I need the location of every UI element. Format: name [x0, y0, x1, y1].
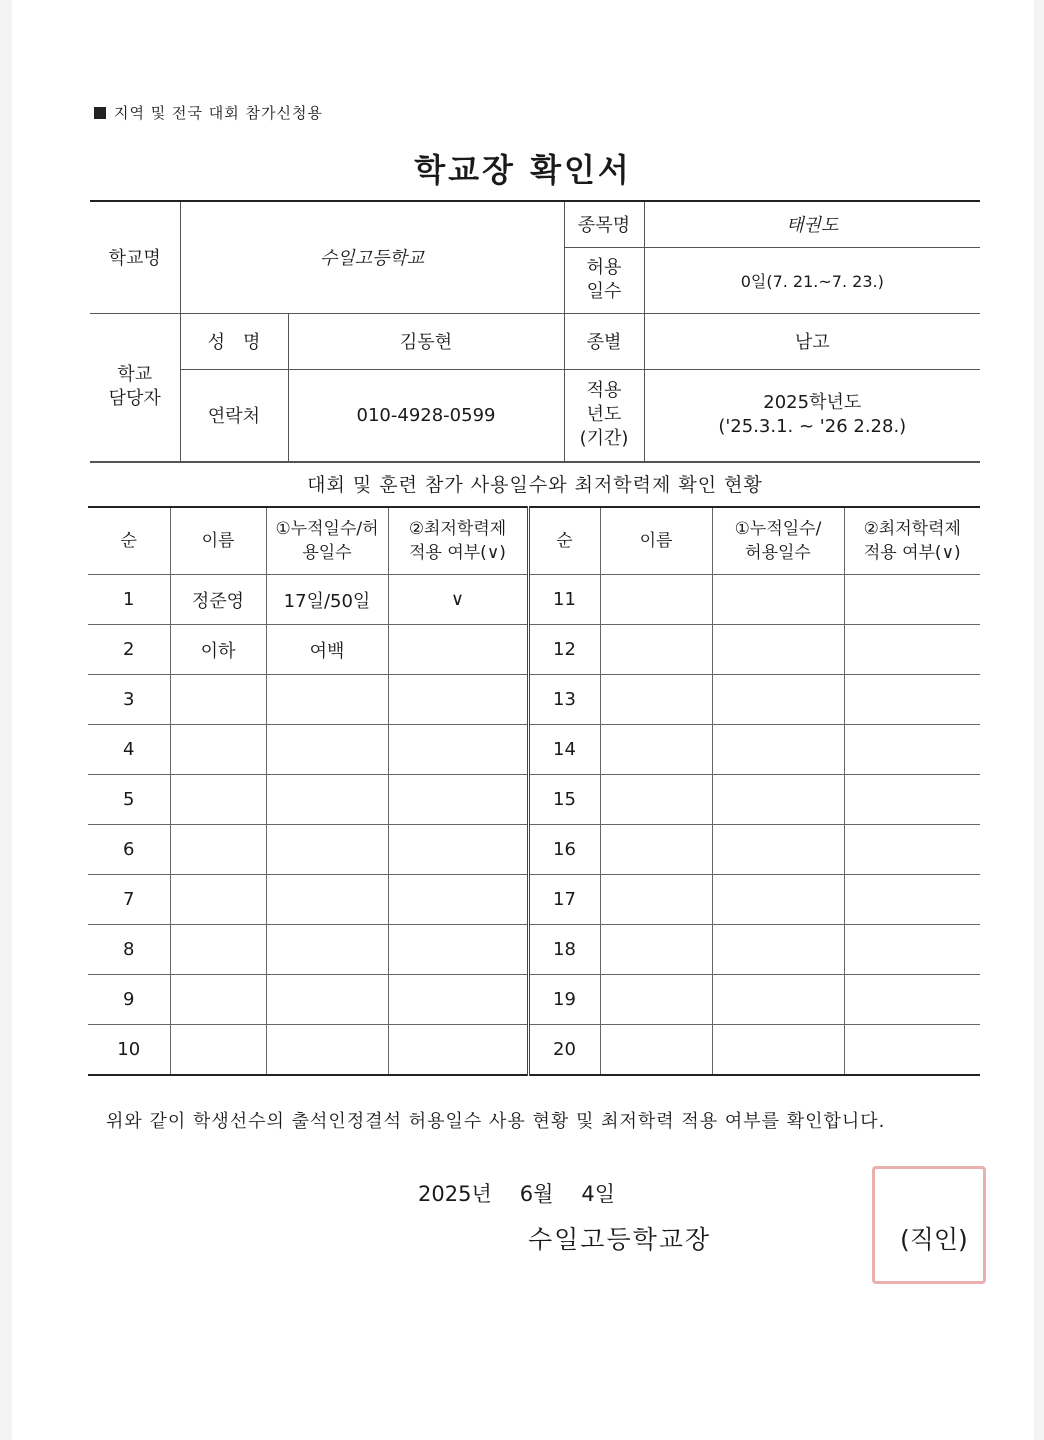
document-page — [12, 0, 1034, 1440]
confirm-text: 위와 같이 학생선수의 출석인정결석 허용일수 사용 현황 및 최저학력 적용 여부를 확인합니다. — [106, 1111, 886, 1132]
issue-date — [418, 1178, 643, 1208]
cell-min-left: ∨ — [388, 575, 528, 625]
table-row — [88, 875, 980, 925]
cell-no-right: 11 — [528, 575, 600, 625]
cell-no-left: 3 — [88, 675, 170, 725]
cell-days-right — [712, 575, 844, 625]
header-name-right: 이름 — [600, 507, 712, 575]
cell-name-left — [170, 975, 266, 1025]
cell-min-left — [388, 1025, 528, 1076]
cell-no-right: 14 — [528, 725, 600, 775]
allowed-days-value: 0일(7. 21.~7. 23.) — [644, 247, 980, 313]
date-day: 4일 — [581, 1182, 616, 1206]
school-name-value: 수일고등학교 — [180, 201, 564, 313]
table-row — [88, 975, 980, 1025]
page-title: 학교장 확인서 — [414, 151, 632, 189]
sport-label: 종목명 — [564, 201, 644, 247]
cell-days-right — [712, 925, 844, 975]
category-text: 지역 및 전국 대회 참가신청용 — [114, 104, 323, 122]
cell-min-right — [844, 775, 980, 825]
cell-days-right — [712, 975, 844, 1025]
cell-no-right: 20 — [528, 1025, 600, 1076]
apply-period-value: ('25.3.1. ~ '26 2.28.) — [718, 416, 907, 437]
type-label: 종별 — [564, 313, 644, 369]
cell-min-right — [844, 575, 980, 625]
status-table — [88, 506, 980, 1076]
cell-min-left — [388, 775, 528, 825]
apply-year-label: 적용 년도 (기간) — [564, 369, 644, 461]
cell-name-right — [600, 575, 712, 625]
table-row — [88, 675, 980, 725]
cell-min-left — [388, 975, 528, 1025]
name-value: 김동현 — [288, 313, 564, 369]
category-line — [94, 102, 323, 123]
header-name-left: 이름 — [170, 507, 266, 575]
status-title: 대회 및 훈련 참가 사용일수와 최저학력제 확인 현황 — [90, 462, 980, 507]
table-row — [88, 925, 980, 975]
cell-name-right — [600, 675, 712, 725]
header-min-right: ②최저학력제 적용 여부(∨) — [844, 507, 980, 575]
contact-label: 연락처 — [180, 369, 288, 461]
cell-days-left: 17일/50일 — [266, 575, 388, 625]
header-days-right: ①누적일수/ 허용일수 — [712, 507, 844, 575]
apply-year-value: 2025학년도 — [763, 392, 862, 413]
cell-days-left — [266, 875, 388, 925]
cell-days-left — [266, 925, 388, 975]
cell-no-right: 13 — [528, 675, 600, 725]
header-no-right: 순 — [528, 507, 600, 575]
header-days-left: ①누적일수/허 용일수 — [266, 507, 388, 575]
cell-days-left: 여백 — [266, 625, 388, 675]
cell-min-right — [844, 625, 980, 675]
cell-min-left — [388, 875, 528, 925]
cell-min-right — [844, 725, 980, 775]
cell-no-right: 18 — [528, 925, 600, 975]
cell-days-left — [266, 775, 388, 825]
table-row — [88, 725, 980, 775]
header-min-left: ②최저학력제 적용 여부(∨) — [388, 507, 528, 575]
cell-no-left: 2 — [88, 625, 170, 675]
cell-days-right — [712, 725, 844, 775]
cell-name-left — [170, 1025, 266, 1076]
cell-min-right — [844, 875, 980, 925]
cell-min-left — [388, 725, 528, 775]
type-value: 남고 — [644, 313, 980, 369]
school-name-label: 학교명 — [90, 201, 180, 313]
cell-name-left — [170, 925, 266, 975]
date-year: 2025년 — [418, 1182, 492, 1206]
cell-days-left — [266, 675, 388, 725]
table-row — [88, 575, 980, 625]
cell-min-right — [844, 675, 980, 725]
cell-name-left — [170, 725, 266, 775]
cell-days-right — [712, 875, 844, 925]
square-bullet-icon — [94, 107, 106, 119]
cell-no-left: 7 — [88, 875, 170, 925]
cell-days-right — [712, 675, 844, 725]
date-month: 6월 — [519, 1182, 554, 1206]
table-row — [88, 825, 980, 875]
cell-name-right — [600, 925, 712, 975]
cell-no-right: 17 — [528, 875, 600, 925]
cell-name-right — [600, 625, 712, 675]
cell-name-left — [170, 675, 266, 725]
cell-min-left — [388, 675, 528, 725]
status-header-row — [88, 507, 980, 575]
cell-name-left — [170, 875, 266, 925]
contact-value: 010-4928-0599 — [288, 369, 564, 461]
cell-no-right: 16 — [528, 825, 600, 875]
cell-days-left — [266, 725, 388, 775]
cell-name-right — [600, 875, 712, 925]
info-table — [90, 200, 980, 462]
cell-name-right — [600, 1025, 712, 1076]
cell-days-right — [712, 825, 844, 875]
cell-no-left: 5 — [88, 775, 170, 825]
cell-no-left: 1 — [88, 575, 170, 625]
manager-label: 학교 담당자 — [90, 313, 180, 461]
cell-min-right — [844, 925, 980, 975]
table-row — [88, 1025, 980, 1076]
cell-name-left: 정준영 — [170, 575, 266, 625]
cell-days-left — [266, 975, 388, 1025]
sport-value: 태권도 — [644, 201, 980, 247]
cell-min-left — [388, 925, 528, 975]
table-row — [88, 625, 980, 675]
cell-days-left — [266, 1025, 388, 1076]
cell-no-left: 8 — [88, 925, 170, 975]
cell-min-left — [388, 825, 528, 875]
table-row — [88, 775, 980, 825]
apply-year-cell — [644, 369, 980, 461]
cell-min-right — [844, 1025, 980, 1076]
cell-days-right — [712, 625, 844, 675]
cell-min-right — [844, 825, 980, 875]
cell-no-right: 15 — [528, 775, 600, 825]
cell-name-right — [600, 825, 712, 875]
cell-days-right — [712, 775, 844, 825]
allowed-days-label: 허용 일수 — [564, 247, 644, 313]
cell-min-right — [844, 975, 980, 1025]
cell-name-right — [600, 725, 712, 775]
seal-label: (직인) — [900, 1225, 968, 1254]
cell-min-left — [388, 625, 528, 675]
cell-name-left — [170, 775, 266, 825]
cell-name-right — [600, 975, 712, 1025]
cell-no-left: 4 — [88, 725, 170, 775]
cell-name-left: 이하 — [170, 625, 266, 675]
cell-no-right: 12 — [528, 625, 600, 675]
cell-days-left — [266, 825, 388, 875]
cell-no-left: 9 — [88, 975, 170, 1025]
cell-no-left: 10 — [88, 1025, 170, 1076]
name-label: 성 명 — [180, 313, 288, 369]
cell-no-left: 6 — [88, 825, 170, 875]
cell-days-right — [712, 1025, 844, 1076]
header-no-left: 순 — [88, 507, 170, 575]
cell-name-left — [170, 825, 266, 875]
principal-name: 수일고등학교장 — [528, 1225, 712, 1254]
cell-name-right — [600, 775, 712, 825]
cell-no-right: 19 — [528, 975, 600, 1025]
